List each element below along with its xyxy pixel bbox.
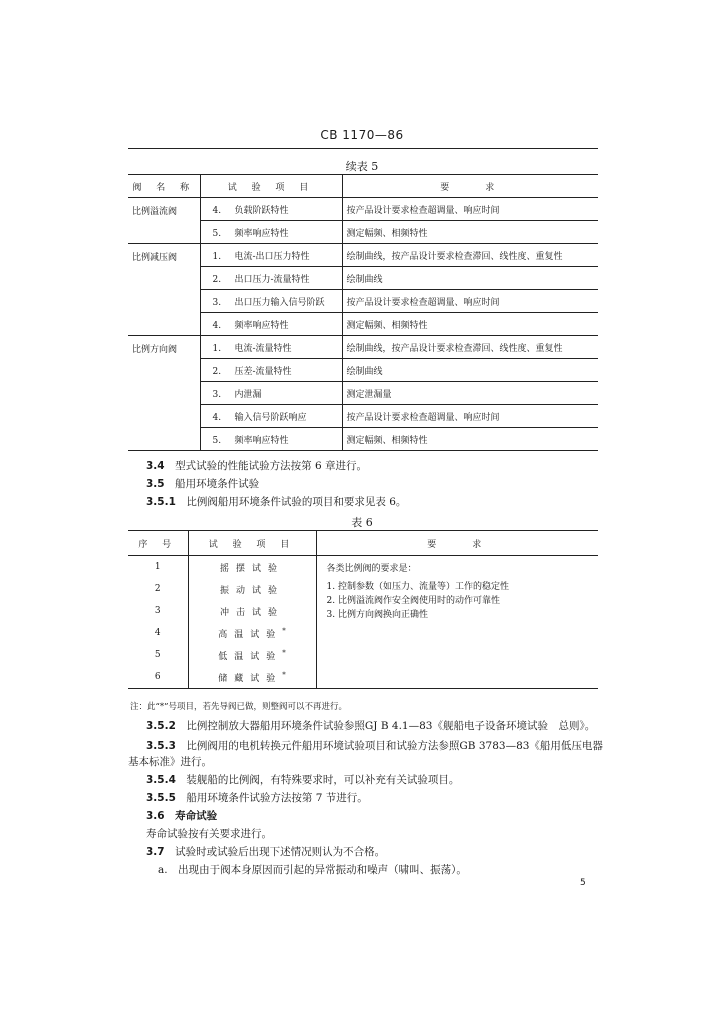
seq-no-cell: 1	[128, 556, 188, 579]
section-3-5: 3.5 船用环境条件试验	[146, 478, 260, 490]
requirement-cell: 测定幅频、相频特性	[342, 221, 598, 244]
requirement-intro: 各类比例阀的要求是：	[326, 564, 417, 574]
section-3-7: 3.7 试验时或试验后出现下述情况则认为不合格。	[146, 846, 386, 858]
requirement-item: 3. 比例方向阀换向正确性	[326, 610, 428, 620]
col-header-requirement: 要 求	[342, 175, 598, 198]
section-3-5-4: 3.5.4 装舰船的比例阀，有特殊要求时，可以补充有关试验项目。	[146, 774, 460, 786]
col-header-test-item: 试 验 项 目	[188, 531, 316, 556]
standard-number-header: CB 1170—86	[320, 128, 404, 142]
table-header-row	[128, 175, 598, 198]
seq-no-cell: 6	[128, 666, 188, 689]
requirement-cell: 按产品设计要求检查超调量、响应时间	[342, 405, 598, 428]
test-item-cell: 高温试验*	[188, 622, 316, 644]
section-3-5-1: 3.5.1 比例阀船用环境条件试验的项目和要求见表 6。	[146, 496, 407, 508]
table6-caption: 表 6	[351, 516, 373, 529]
seq-no-cell: 5	[128, 644, 188, 666]
test-item-cell: 2. 压差-流量特性	[200, 359, 342, 382]
test-item-cell: 低温试验*	[188, 644, 316, 666]
table-row	[128, 198, 598, 221]
requirement-cell: 测定幅频、相频特性	[342, 313, 598, 336]
section-3-6: 3.6 寿命试验	[146, 810, 218, 822]
header-rule	[128, 148, 598, 149]
test-item-cell: 3. 出口压力输入信号阶跃	[200, 290, 342, 313]
col-header-test-item: 试 验 项 目	[200, 175, 342, 198]
test-item-cell: 5. 频率响应特性	[200, 221, 342, 244]
section-3-5-2: 3.5.2 比例控制放大器船用环境条件试验参照GJ B 4.1—83《舰船电子设备环境试验 总则》。	[146, 720, 596, 732]
seq-no-cell: 3	[128, 600, 188, 622]
valve-name-cell: 比例方向阀	[128, 336, 200, 451]
requirement-cell: 绘制曲线，按产品设计要求检查滞回、线性度、重复性	[342, 244, 598, 267]
test-item-cell: 4. 频率响应特性	[200, 313, 342, 336]
requirement-item: 2. 比例溢流阀作安全阀使用时的动作可靠性	[326, 596, 500, 606]
requirement-cell: 测定幅频、相频特性	[342, 428, 598, 451]
table-header-row	[128, 531, 598, 556]
test-item-cell: 振动试验	[188, 578, 316, 600]
seq-no-cell: 2	[128, 578, 188, 600]
section-3-4: 3.4 型式试验的性能试验方法按第 6 章进行。	[146, 460, 367, 472]
requirement-cell: 绘制曲线，按产品设计要求检查滞回、线性度、重复性	[342, 336, 598, 359]
section-3-7-a: a. 出现由于阀本身原因而引起的异常振动和噪声（啸叫、振荡）。	[158, 864, 467, 876]
test-item-cell: 2. 出口压力-流量特性	[200, 267, 342, 290]
col-header-seq-no: 序 号	[128, 531, 188, 556]
test-item-cell: 1. 电流-出口压力特性	[200, 244, 342, 267]
test-item-cell: 储藏试验*	[188, 666, 316, 689]
valve-name-cell: 比例溢流阀	[128, 198, 200, 244]
table-row	[128, 336, 598, 359]
seq-no-cell: 4	[128, 622, 188, 644]
table5-caption: 续表 5	[345, 160, 379, 173]
table-6	[128, 530, 598, 689]
col-header-requirement: 要 求	[316, 531, 598, 556]
test-item-cell: 冲击试验	[188, 600, 316, 622]
section-3-5-5: 3.5.5 船用环境条件试验方法按第 7 节进行。	[146, 792, 368, 804]
section-3-5-3: 3.5.3 比例阀用的电机转换元件船用环境试验项目和试验方法参照GB 3783—83《船用低压电器	[146, 740, 603, 752]
col-header-valve-name: 阀 名 称	[128, 175, 200, 198]
requirement-cell: 绘制曲线	[342, 359, 598, 382]
valve-name-cell: 比例减压阀	[128, 244, 200, 336]
test-item-cell: 4. 输入信号阶跃响应	[200, 405, 342, 428]
test-item-cell: 4. 负载阶跃特性	[200, 198, 342, 221]
requirement-item: 1. 控制参数（如压力、流量等）工作的稳定性	[326, 582, 509, 592]
test-item-cell: 摇摆试验	[188, 556, 316, 579]
requirement-cell: 按产品设计要求检查超调量、响应时间	[346, 205, 500, 216]
requirement-cell	[316, 556, 598, 689]
table-5	[128, 174, 598, 451]
page-number: 5	[580, 878, 586, 888]
table-row	[128, 244, 598, 267]
test-item-cell: 3. 内泄漏	[200, 382, 342, 405]
test-item-cell: 5. 频率响应特性	[200, 428, 342, 451]
section-3-5-3-continued: 基本标准》进行。	[128, 756, 212, 768]
test-item-cell: 1. 电流-流量特性	[200, 336, 342, 359]
requirement-cell: 测定泄漏量	[342, 382, 598, 405]
table6-note: 注：此“*”号项目，若先导阀已做，则整阀可以不再进行。	[130, 702, 347, 712]
requirement-cell: 绘制曲线	[342, 267, 598, 290]
table-row	[128, 556, 598, 579]
section-3-6-body: 寿命试验按有关要求进行。	[146, 828, 272, 840]
requirement-cell: 按产品设计要求检查超调量、响应时间	[342, 290, 598, 313]
